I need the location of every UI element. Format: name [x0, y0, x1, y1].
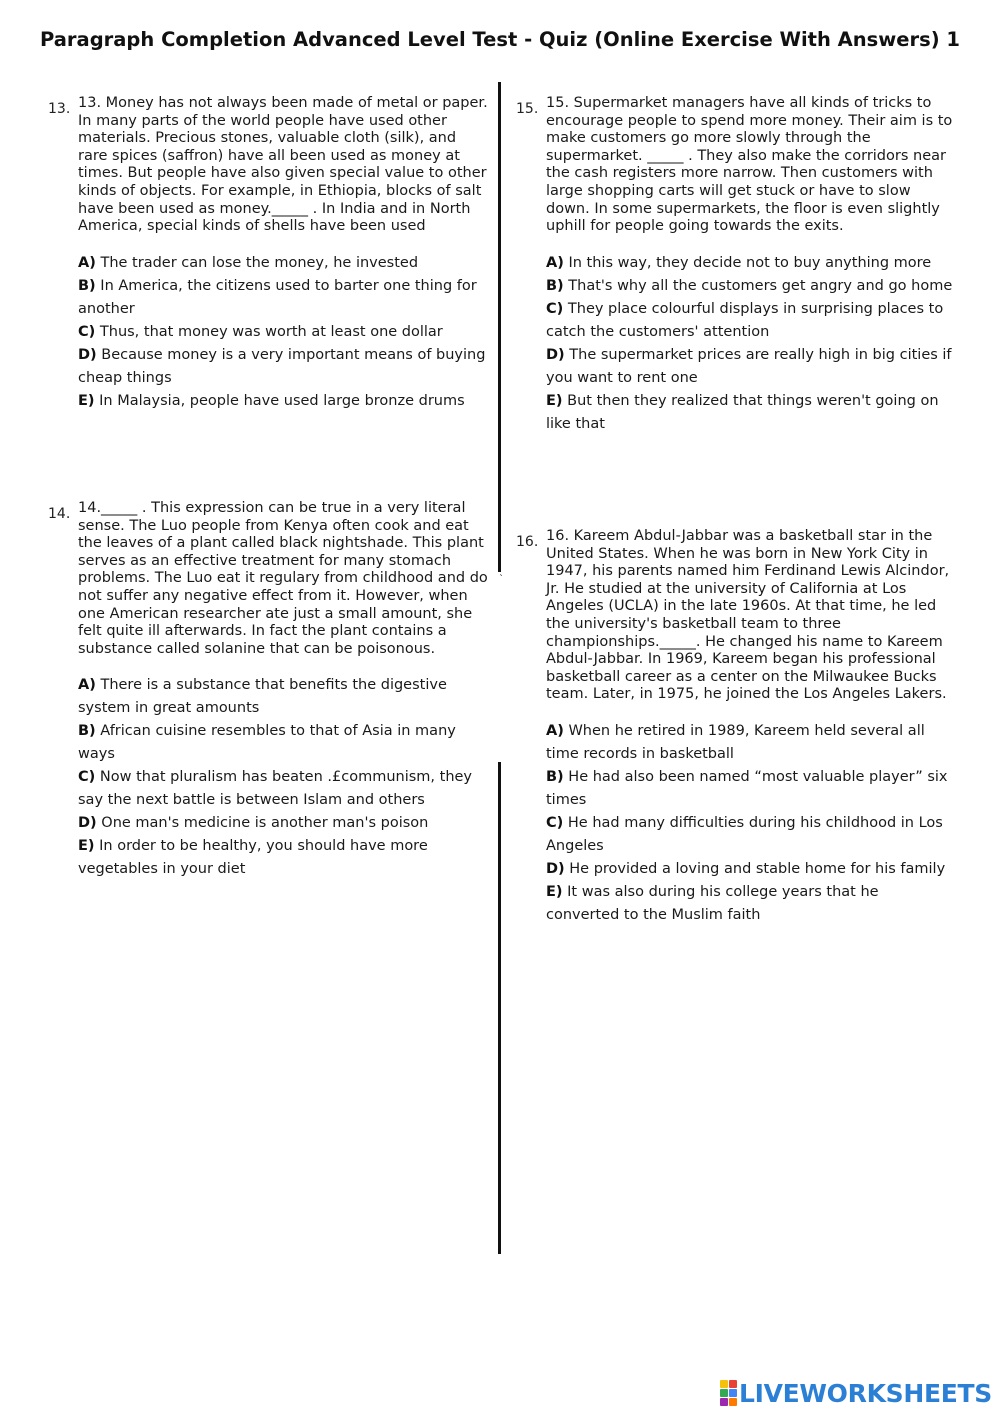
option-c[interactable]: C) Now that pluralism has beaten .£communism, they say the next battle is between Islam and others: [78, 769, 473, 809]
logo-text: LIVEWORKSHEETS: [738, 1378, 992, 1408]
divider-tick-mark: `: [499, 574, 504, 585]
question-13: [48, 95, 488, 413]
option-c[interactable]: C) They place colourful displays in surprising places to catch the customers' attention: [546, 300, 944, 340]
option-c[interactable]: C) He had many difficulties during his childhood in Los Angeles: [546, 814, 943, 854]
question-number: 13.: [48, 101, 71, 117]
question-15: [516, 95, 956, 436]
question-16: [516, 528, 956, 927]
question-text: 14._____ . This expression can be true in a very literal sense. The Luo people from Kenya often cook and eat the leaves of a plant called black nightshade. This plant serves as an effective treatment for many stomach problems. The Luo eat it regulary from childhood and do not suffer any negative effect from it. However, when one American researcher ate just a small amount, she felt quite ill afterwards. In fact the plant contains a substance called solanine that can be poisonous.: [78, 500, 488, 657]
question-number: 14.: [48, 506, 71, 522]
option-a[interactable]: A) In this way, they decide not to buy anything more: [546, 254, 932, 271]
option-d[interactable]: D) One man's medicine is another man's poison: [78, 815, 429, 832]
logo-mark-icon: [720, 1380, 737, 1406]
option-c[interactable]: C) Thus, that money was worth at least one dollar: [78, 323, 443, 340]
option-b[interactable]: B) In America, the citizens used to barter one thing for another: [78, 277, 477, 317]
question-number: 15.: [516, 101, 539, 117]
option-d[interactable]: D) The supermarket prices are really high in big cities if you want to rent one: [546, 346, 952, 386]
question-14: [48, 500, 488, 881]
liveworksheets-logo[interactable]: [720, 1378, 992, 1408]
option-b[interactable]: B) That's why all the customers get angry and go home: [546, 277, 953, 294]
option-e[interactable]: E) But then they realized that things weren't going on like that: [546, 392, 939, 432]
option-b[interactable]: B) African cuisine resembles to that of Asia in many ways: [78, 723, 456, 763]
option-d[interactable]: D) He provided a loving and stable home for his family: [546, 860, 946, 877]
question-text: 13. Money has not always been made of metal or paper. In many parts of the world people have used other materials. Precious stones, valuable cloth (silk), and rare spices (saffron) have all been used as money at times. But people have also given special value to other kinds of objects. For example, in Ethiopia, blocks of salt have been used as money._____ . In India and in North America, special kinds of shells have been used: [78, 95, 488, 235]
options-list: [546, 252, 956, 436]
option-b[interactable]: B) He had also been named “most valuable player” six times: [546, 768, 948, 808]
options-list: [78, 252, 488, 413]
column-divider-bottom: [498, 762, 501, 1254]
options-list: [78, 674, 488, 881]
options-list: [546, 720, 956, 927]
option-a[interactable]: A) There is a substance that benefits the digestive system in great amounts: [78, 677, 447, 717]
option-e[interactable]: E) In Malaysia, people have used large bronze drums: [78, 392, 465, 409]
option-a[interactable]: A) The trader can lose the money, he invested: [78, 254, 419, 271]
option-e[interactable]: E) It was also during his college years that he converted to the Muslim faith: [546, 883, 879, 923]
option-e[interactable]: E) In order to be healthy, you should have more vegetables in your diet: [78, 838, 428, 878]
option-a[interactable]: A) When he retired in 1989, Kareem held several all time records in basketball: [546, 722, 925, 762]
option-d[interactable]: D) Because money is a very important means of buying cheap things: [78, 346, 486, 386]
question-text: 16. Kareem Abdul-Jabbar was a basketball star in the United States. When he was born in New York City in 1947, his parents named him Ferdinand Lewis Alcindor, Jr. He studied at the university of California at Los Angeles (UCLA) in the late 1960s. At that time, he led the university's basketball team to three championships._____. He changed his name to Kareem Abdul-Jabbar. In 1969, Kareem began his professional basketball career as a center on the Milwaukee Bucks team. Later, in 1975, he joined the Los Angeles Lakers.: [546, 528, 950, 703]
page-title: Paragraph Completion Advanced Level Test - Quiz (Online Exercise With Answers) 1: [40, 28, 960, 51]
column-divider-top: [498, 82, 501, 572]
question-text: 15. Supermarket managers have all kinds of tricks to encourage people to spend more money. Their aim is to make customers go more slowly through the supermarket. _____ . They also make the corridors near the cash registers more narrow. Then customers with large shopping carts will get stuck or have to slow down. In some supermarkets, the floor is even slightly uphill for people going towards the exits.: [546, 95, 953, 235]
question-number: 16.: [516, 534, 539, 550]
